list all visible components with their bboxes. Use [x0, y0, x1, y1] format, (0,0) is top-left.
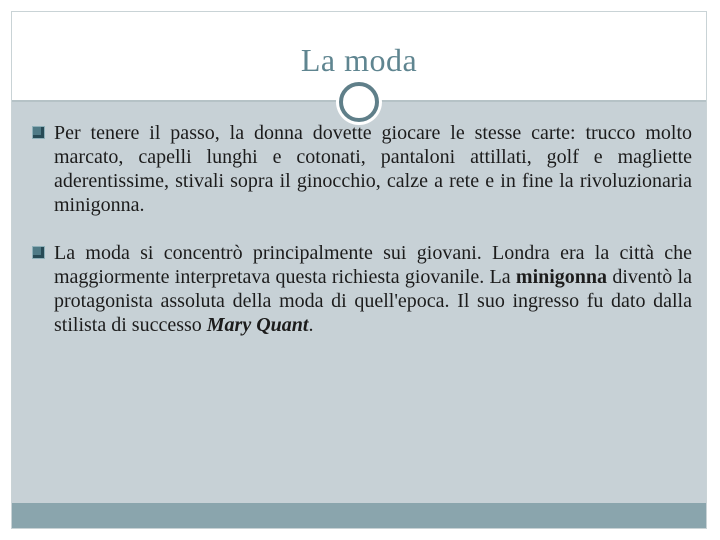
- bullet-item: [32, 241, 692, 337]
- bullet-item: [32, 121, 692, 217]
- ring-icon: [339, 82, 379, 122]
- bullet-text-part: .: [308, 314, 314, 336]
- bullet-text-part: La moda si concentrò principalmente sui giovani. Londra era la città che maggiormente interpretava questa richiesta giovanile. La: [54, 242, 692, 288]
- slide-title: La moda: [300, 42, 418, 78]
- bullet-text: Per tenere il passo, la donna dovette giocare le stesse carte: trucco molto marcato, capelli lunghi e cotonati, pantaloni attillati, golf e magliette aderentissime, stivali sopra il ginocchio, calze a rete e in fine la rivoluzionaria minigonna.: [54, 122, 692, 216]
- designer-name: Mary Quant: [206, 314, 309, 336]
- bottom-band: [12, 503, 706, 528]
- bullet-list: [32, 121, 692, 361]
- square-bullet-icon: [32, 126, 45, 139]
- bullet-text-part: diventò la protagonista assoluta della moda di quell'epoca. Il suo ingresso fu dato dalla stilista di successo: [54, 266, 692, 336]
- square-bullet-icon: [32, 246, 45, 259]
- bold-term: minigonna: [515, 266, 608, 288]
- slide: [11, 11, 707, 529]
